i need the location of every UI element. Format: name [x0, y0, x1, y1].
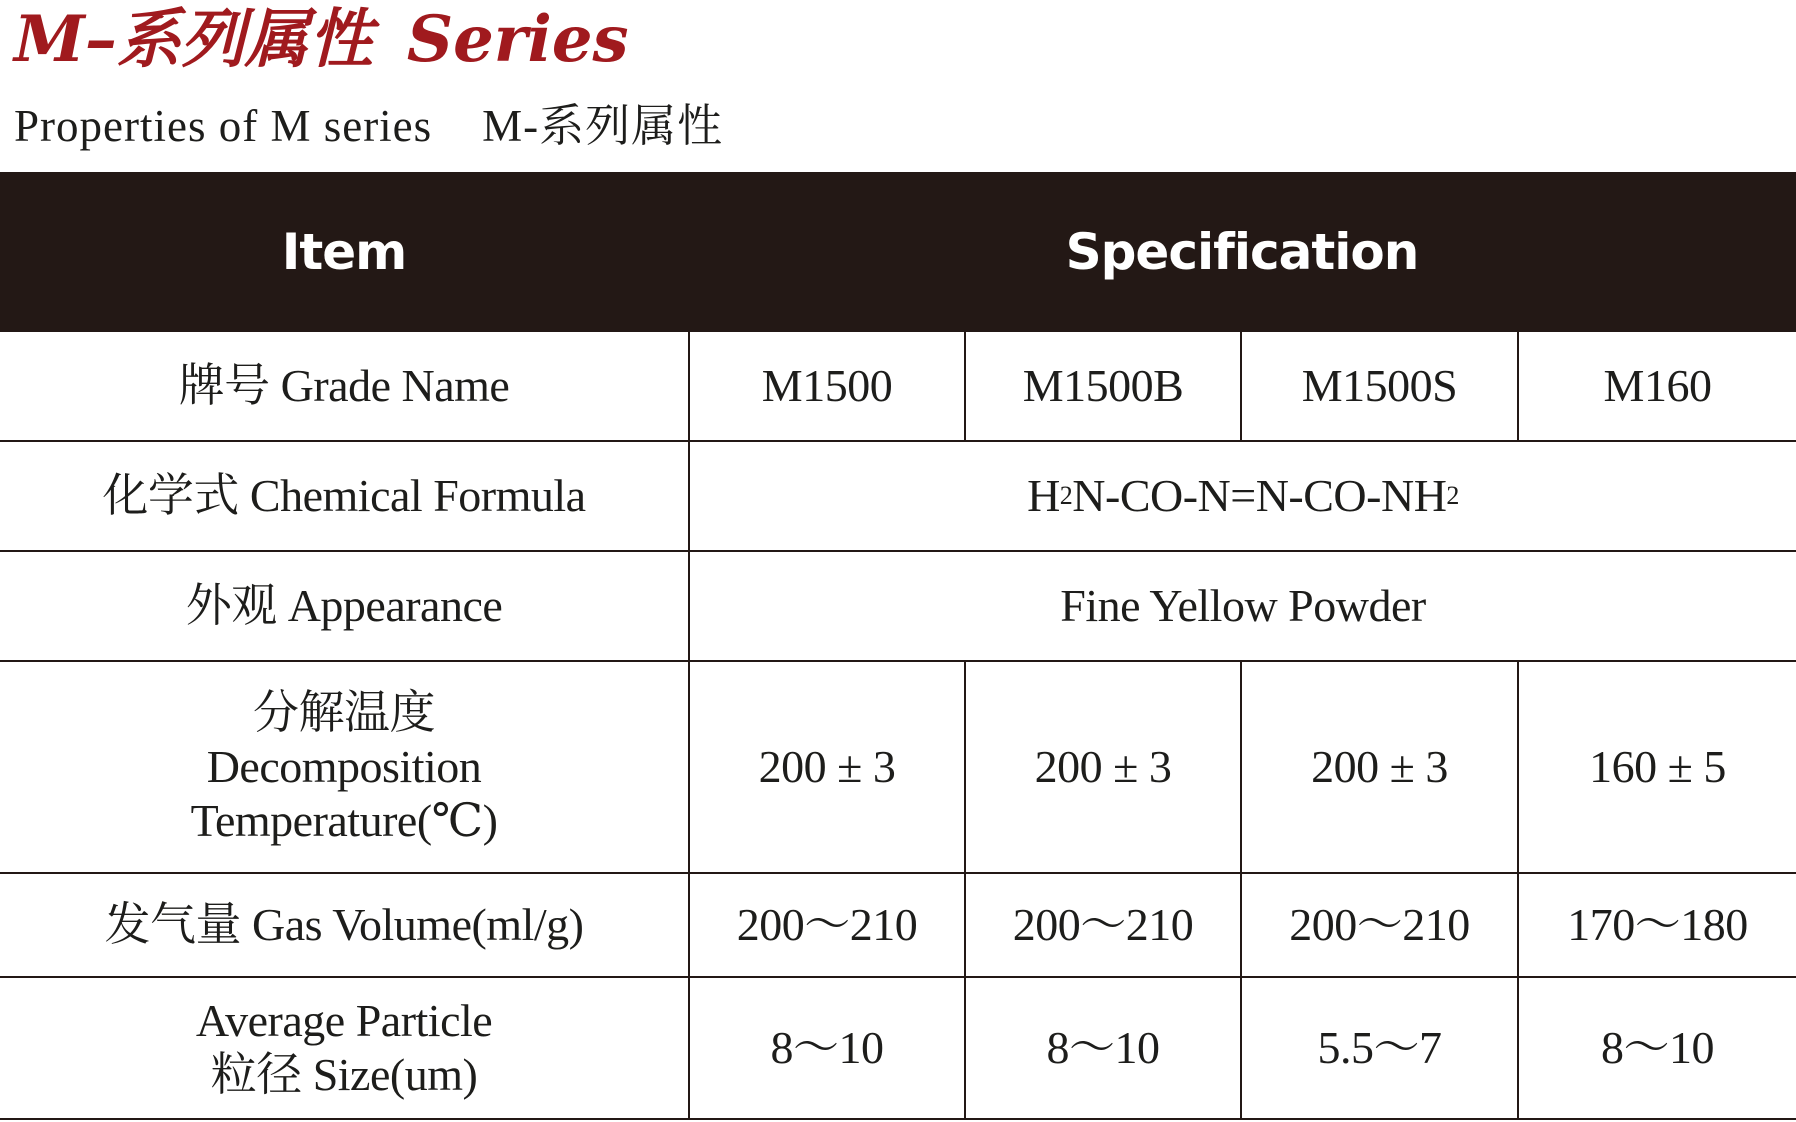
- grade-label: 牌号 Grade Name: [178, 360, 510, 411]
- grade-value-1: M1500: [688, 332, 964, 440]
- gas-volume-label: 发气量 Gas Volume(ml/g): [104, 899, 584, 950]
- table-header: [0, 172, 1796, 332]
- decomposition-value-4: 160 ± 5: [1517, 662, 1796, 872]
- table-row-gas-volume: [0, 874, 1796, 978]
- formula-label: 化学式 Chemical Formula: [102, 470, 586, 521]
- header-specification: Specification: [1065, 223, 1419, 281]
- appearance-label: 外观 Appearance: [185, 580, 503, 631]
- grade-value-4: M160: [1517, 332, 1796, 440]
- grade-value-2: M1500B: [964, 332, 1240, 440]
- grade-value-3: M1500S: [1240, 332, 1517, 440]
- decomposition-label: [0, 662, 688, 872]
- particle-value-1: 8～10: [688, 978, 964, 1118]
- particle-value-2: 8～10: [964, 978, 1240, 1118]
- decomposition-value-1: 200 ± 3: [688, 662, 964, 872]
- subtitle-en: Properties of M series: [14, 101, 433, 151]
- formula-value: [688, 442, 1796, 550]
- gas-volume-value-1: 200～210: [688, 874, 964, 976]
- title-series: Series: [406, 2, 629, 77]
- particle-label: [0, 978, 688, 1118]
- decomposition-value-2: 200 ± 3: [964, 662, 1240, 872]
- title-main: M–系列属性: [14, 2, 373, 77]
- appearance-value: Fine Yellow Powder: [688, 552, 1796, 660]
- particle-label-line-1: Average Particle: [195, 995, 493, 1046]
- particle-label-line-2: 粒径 Size(um): [210, 1049, 478, 1100]
- page-subtitle: [14, 98, 723, 154]
- decomposition-label-line-3: Temperature(℃): [190, 795, 498, 846]
- header-item: Item: [281, 223, 407, 281]
- formula-subscript-2: 2: [1446, 481, 1459, 510]
- decomposition-label-line-2: Decomposition: [206, 741, 482, 792]
- page-title: [14, 0, 629, 80]
- gas-volume-value-4: 170～180: [1517, 874, 1796, 976]
- table-row-grade: [0, 332, 1796, 442]
- particle-value-3: 5.5～7: [1240, 978, 1517, 1118]
- decomposition-label-line-1: 分解温度: [252, 687, 435, 738]
- particle-value-4: 8～10: [1517, 978, 1796, 1118]
- decomposition-value-3: 200 ± 3: [1240, 662, 1517, 872]
- table-row-formula: [0, 442, 1796, 552]
- formula-subscript-1: 2: [1059, 481, 1073, 510]
- table-row-appearance: [0, 552, 1796, 662]
- gas-volume-value-2: 200～210: [964, 874, 1240, 976]
- gas-volume-value-3: 200～210: [1240, 874, 1517, 976]
- formula-part-1: H: [1027, 470, 1060, 521]
- table-row-particle: [0, 978, 1796, 1120]
- formula-part-2: N-CO-N=N-CO-NH: [1072, 470, 1447, 521]
- subtitle-cn: M-系列属性: [482, 101, 724, 151]
- table-row-decomposition: [0, 662, 1796, 874]
